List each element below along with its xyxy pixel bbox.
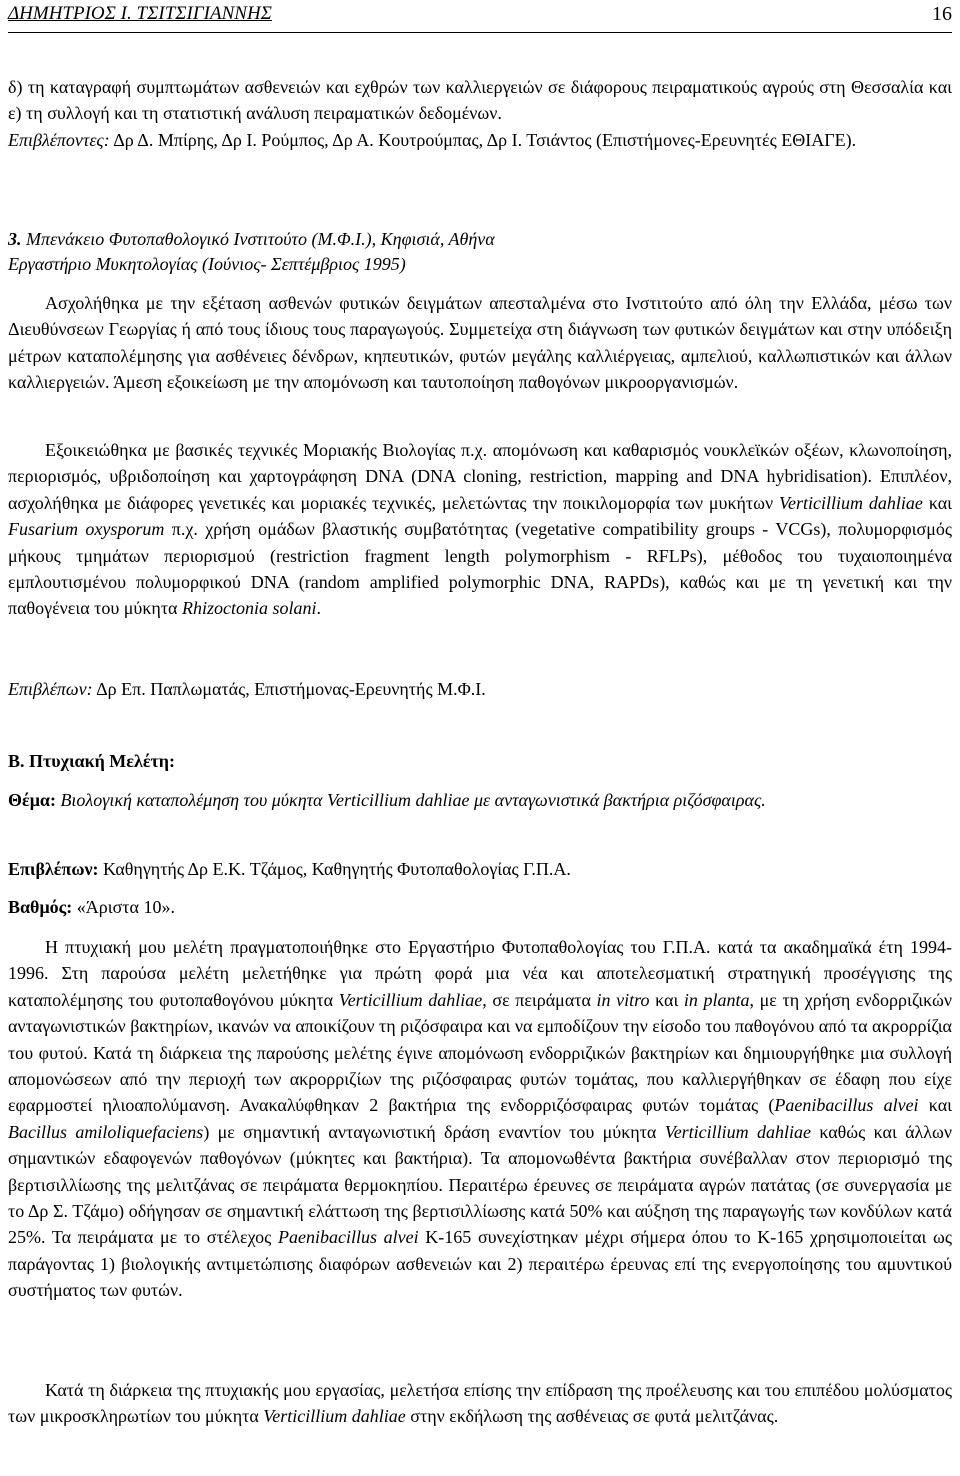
sbp1-text-h: K-165 συνεχίστηκαν μέχρι σήμερα όπου το K-165 χρησιμοποιείται ως παράγοντας 1) βιολογικής αντιμετώπισης διαφόρων ασθενειών και 2) περαιτέρω έρευνας επί της ενεργοποίησης του αμυντικού συστήματος των φυτών. <box>8 1227 952 1301</box>
sbp2-text-b: στην εκδήλωση της ασθένειας σε φυτά μελιτζάνας. <box>405 1406 779 1427</box>
topic-text-b: με ανταγωνιστικά βακτήρια ριζόσφαιρας. <box>469 790 766 810</box>
sbp1-species-3: Bacillus amiloliquefaciens <box>8 1121 204 1142</box>
thesis-topic <box>8 787 952 813</box>
sbp1-text-d: , με τη χρήση ενδορριζικών ανταγωνιστικών βακτηρίων, ικανών να αποικίζουν τη ριζόσφαιρα και να εμποδίζουν την είσοδο του παθογόνου από τα ακρορρίζια του φυτού. Κατά τη διάρκεια της παρούσης μελέτης έγινε απομόνωση ενδορριζικών βακτηρίων και δημιουργήθηκε μια συλλογή απομονώσεων από την περιοχή των ακρορριζίων της ριζόσφαιρας φυτών τομάτας, που καλλιεργήθηκαν σε έδαφη που είχε εφαρμοστεί ηλιοαπολύμανση. Ανακαλύφθηκαν 2 βακτήρια της ενδορριζόσφαιρας φυτών τομάτας ( <box>8 989 952 1116</box>
section-3-title: Μπενάκειο Φυτοπαθολογικό Ινστιτούτο (Μ.Φ.Ι.), Κηφισιά, Αθήνα <box>21 229 495 249</box>
sbp1-species-5: Paenibacillus alvei <box>277 1227 419 1248</box>
section-b-title: Β. Πτυχιακή Μελέτη: <box>8 751 176 771</box>
s3p2-text-a: Εξοικειώθηκα με βασικές τεχνικές Μοριακής Βιολογίας π.χ. απομόνωση και καθαρισμός νουκλεϊκών οξέων, κλωνοποίηση, περιορισμός, υβριδοποίηση και χαρτογράφηση DNA (DNA cloning, restriction, mapping and DNA hybridisation). Επιπλέον, ασχολήθηκα με διάφορες γενετικές και μοριακές τεχνικές, μελετώντας την ποικιλομορφία των μυκήτων <box>8 440 952 513</box>
section-3-supervisor-text: Δρ Επ. Παπλωματάς, Επιστήμονας-Ερευνητής Μ.Φ.Ι. <box>92 679 486 699</box>
section-3-heading <box>8 227 952 277</box>
section-3-subheading: Εργαστήριο Μυκητολογίας (Ιούνιος- Σεπτέμβριος 1995) <box>8 253 406 274</box>
thesis-supervisor-text: Καθηγητής Δρ Ε.Κ. Τζάμος, Καθηγητής Φυτοπαθολογίας Γ.Π.Α. <box>98 859 571 879</box>
section-b-paragraph-1 <box>8 934 952 1304</box>
topic-label: Θέμα: <box>8 790 56 810</box>
sbp1-term-1: in vitro <box>596 989 650 1010</box>
header-author: ΔΗΜΗΤΡΙΟΣ Ι. ΤΣΙΤΣΙΓΙΑΝΝΗΣ <box>8 3 272 24</box>
section-b-paragraph-2 <box>8 1377 952 1430</box>
thesis-grade <box>8 894 952 920</box>
section-3-number: 3. <box>8 229 22 249</box>
intro-paragraph <box>8 74 952 153</box>
page-number: 16 <box>932 3 952 25</box>
section-b-heading <box>8 748 952 774</box>
section-3-paragraph-2 <box>8 437 952 622</box>
sbp1-species-1: Verticillium dahliae <box>338 989 483 1010</box>
s3p2-species-2: Fusarium oxysporum <box>8 519 165 540</box>
sbp1-text-c: και <box>649 989 684 1010</box>
sbp2-text-a: Κατά τη διάρκεια της πτυχιακής μου εργασίας, μελετήσα επίσης την επίδραση της προέλευσης και του επιπέδου μολύσματος των μικροσκληρωτίων του μύκητα <box>8 1380 952 1427</box>
thesis-supervisor-label: Επιβλέπων: <box>8 859 99 879</box>
supervisors-text: Δρ Δ. Μπίρης, Δρ Ι. Ρούμπος, Δρ Α. Κουτρούμπας, Δρ Ι. Τσιάντος (Επιστήμονες-Ερευνητές ΕΘΙΑΓΕ). <box>109 129 857 150</box>
sbp1-species-2: Paenibacillus alvei <box>774 1095 919 1116</box>
grade-text: «Άριστα 10». <box>72 897 175 917</box>
sbp2-species-1: Verticillium dahliae <box>263 1406 406 1427</box>
section-3-supervisor-label: Επιβλέπων: <box>8 679 93 699</box>
s3p2-text-d: . <box>316 598 321 619</box>
s3p2-species-3: Rhizoctonia solani <box>181 598 317 619</box>
s3p2-species-1: Verticillium dahliae <box>779 492 923 513</box>
section-3-supervisor <box>8 676 952 702</box>
intro-text: δ) τη καταγραφή συμπτωμάτων ασθενειών και εχθρών των καλλιεργειών σε διάφορους πειραματικούς αγρούς στη Θεσσαλία και ε) τη συλλογή και τη στατιστική ανάλυση πειραματικών δεδομένων. <box>8 77 952 124</box>
sbp1-term-2: in planta <box>683 989 750 1010</box>
grade-label: Βαθμός: <box>8 897 73 917</box>
sbp1-species-4: Verticillium dahliae <box>664 1121 811 1142</box>
s3p2-text-b: και <box>922 492 952 513</box>
sbp1-text-f: ) με σημαντική ανταγωνιστική δράση εναντίον του μύκητα <box>203 1121 665 1142</box>
supervisors-label: Επιβλέποντες: <box>8 129 110 150</box>
topic-species: Verticillium dahliae <box>327 790 470 810</box>
s3p2-text-c: π.χ. χρήση ομάδων βλαστικής συμβατότητας (vegetative compatibility groups - VCGs), πολυμορφισμός μήκους τμημάτων περιορισμού (restriction fragment length polymorphism - RFLPs), μέθοδος του τυχαιοποιημένα εμπλουτισμένου πολυμορφικού DNA (random amplified polymorphic DNA, RAPDs), καθώς και με τη γενετική και την παθογένεια του μύκητα <box>8 519 952 619</box>
sbp1-text-a: Η πτυχιακή μου μελέτη πραγματοποιήθηκε στο Εργαστήριο Φυτοπαθολογίας του Γ.Π.Α. κατά τα ακαδημαϊκά έτη 1994-1996. Στη παρούσα μελέτη μελετήθηκε για πρώτη φορά μια νέα και αποτελεσματική στρατηγική προσέγγισης της καταπολέμησης του φυτοπαθογόνου μύκητα <box>8 937 952 1010</box>
topic-text-a: Βιολογική καταπολέμηση του μύκητα <box>55 790 328 810</box>
sbp1-text-e: και <box>918 1095 952 1116</box>
thesis-supervisor <box>8 856 952 882</box>
section-3-p1-text: Ασχολήθηκα με την εξέταση ασθενών φυτικών δειγμάτων απεσταλμένα στο Ινστιτούτο από όλη την Ελλάδα, μέσω των Διευθύνσεων Γεωργίας ή από τους ίδιους τους παραγωγούς. Συμμετείχα στη διάγνωση των φυτικών δειγμάτων και στην υπόδειξη μέτρων καταπολέμησης για ασθένειες δένδρων, κηπευτικών, φυτών μεγάλης καλλιέργειας, αμπελιού, καλλωπιστικών και άλλων καλλιεργειών. Άμεση εξοικείωση με την απομόνωση και ταυτοποίηση παθογόνων μικροοργανισμών. <box>8 293 952 393</box>
page-header <box>8 2 952 33</box>
sbp1-text-b: , σε πειράματα <box>482 989 597 1010</box>
sbp1-text-g: καθώς και άλλων σημαντικών εδαφογενών παθογόνων (μύκητες και βακτήρια). Τα απομονωθέντα βακτήρια συνέβαλλαν στον περιορισμό της βερτισιλλίωσης της μελιτζάνας σε πειράματα θερμοκηπίου. Περαιτέρω έρευνες σε πειράματα αγρών πατάτας (σε συνεργασία με το Δρ Σ. Τζάμο) οδήγησαν σε σημαντική ελάττωση της βερτισιλλίωσης κατά 50% και αύξηση της παραγωγής των κονδύλων κατά 25%. Τα πειράματα με το στέλεχος <box>8 1121 952 1248</box>
section-3-paragraph-1 <box>8 290 952 396</box>
